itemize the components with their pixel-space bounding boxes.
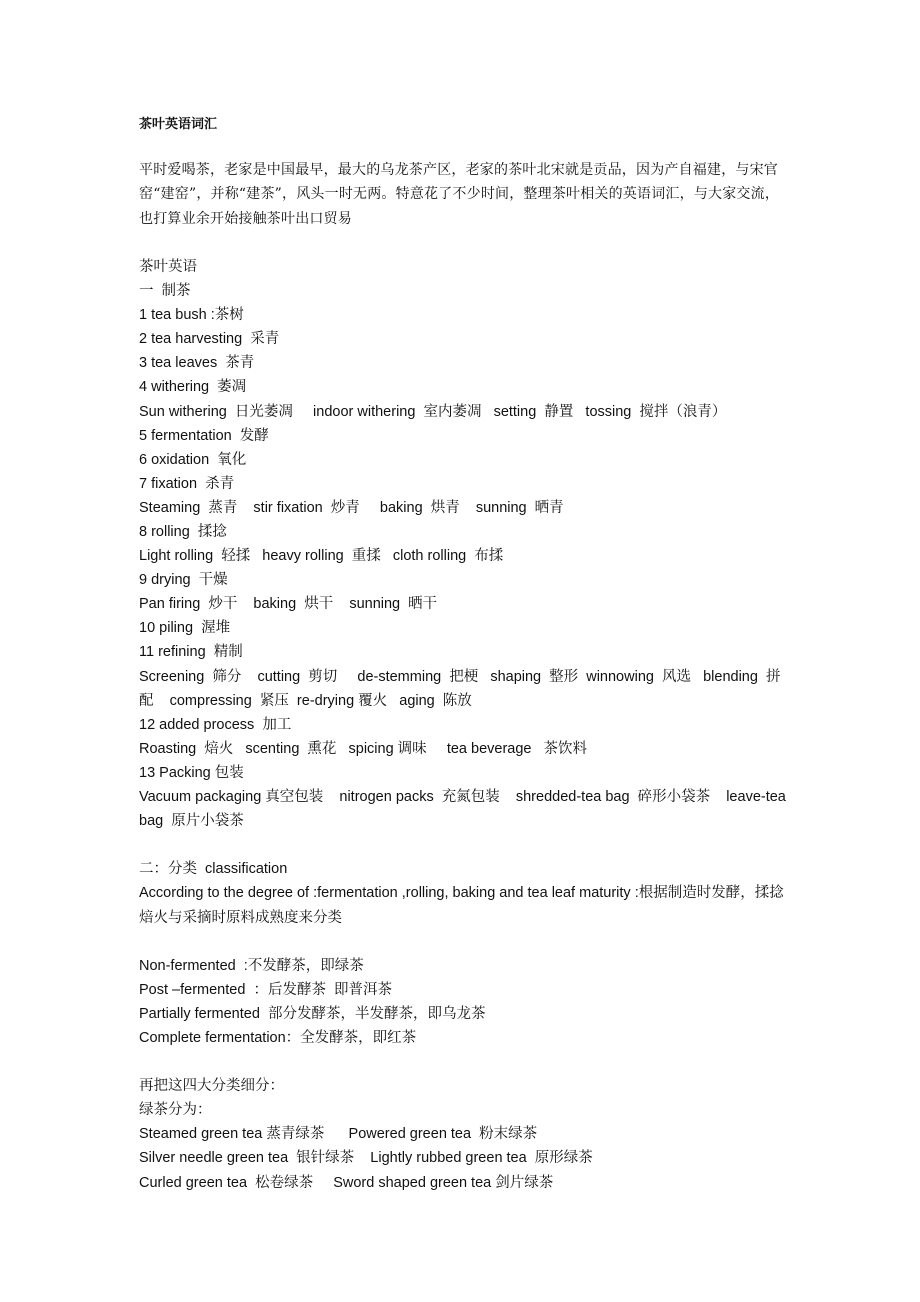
green-tea-line: Silver needle green tea 银针绿茶 Lightly rubbed green tea 原形绿茶 [139, 1150, 593, 1167]
section-heading: 二：分类 classification [139, 861, 288, 878]
vocab-line: 9 drying 干燥 [139, 572, 228, 589]
document-title: 茶叶英语词汇 [139, 116, 218, 131]
vocab-line: 11 refining 精制 [139, 644, 243, 661]
document-page [139, 112, 789, 1195]
vocab-line: Vacuum packaging 真空包装 nitrogen packs 充氮包装 shredded-tea bag 碎形小袋茶 leave-tea bag 原片小袋茶 [139, 789, 790, 830]
blank-line [139, 1050, 789, 1074]
section-heading: 茶叶英语 [139, 258, 197, 275]
vocab-line: 12 added process 加工 [139, 716, 292, 733]
vocab-line: 6 oxidation 氧化 [139, 451, 247, 468]
vocab-line: 13 Packing 包装 [139, 764, 244, 781]
vocab-line: Steaming 蒸青 stir fixation 炒青 baking 烘青 sunning 晒青 [139, 499, 564, 516]
category-line: Complete fermentation：全发酵茶，即红茶 [139, 1029, 417, 1046]
vocab-line: 3 tea leaves 茶青 [139, 355, 255, 372]
vocab-line: 4 withering 萎凋 [139, 379, 247, 396]
classification-criteria: According to the degree of :fermentation ,rolling, baking and tea leaf maturity :根据制造时发酵，揉捻焙火与采摘时原料成熟度来分类 [139, 885, 784, 926]
vocab-line: 2 tea harvesting 采青 [139, 331, 280, 348]
vocab-line: 5 fermentation 发酵 [139, 427, 269, 444]
blank-line [139, 231, 789, 255]
intro-paragraph: 平时爱喝茶，老家是中国最早，最大的乌龙茶产区，老家的茶叶北宋就是贡品，因为产自福建，与宋官窑“建窑”，并称“建茶”，风头一时无两。特意花了不少时间，整理茶叶相关的英语词汇，与大家交流，也打算业余开始接触茶叶出口贸易 [139, 162, 780, 227]
subdivide-intro: 再把这四大分类细分： [139, 1078, 284, 1095]
category-line: Post –fermented ：后发酵茶 即普洱茶 [139, 981, 393, 998]
category-line: Partially fermented 部分发酵茶，半发酵茶，即乌龙茶 [139, 1005, 486, 1022]
green-tea-line: Curled green tea 松卷绿茶 Sword shaped green tea 剑片绿茶 [139, 1174, 554, 1191]
blank-line [139, 833, 789, 857]
vocab-line: Light rolling 轻揉 heavy rolling 重揉 cloth rolling 布揉 [139, 548, 504, 565]
green-tea-heading: 绿茶分为： [139, 1102, 212, 1119]
blank-line [139, 930, 789, 954]
section-subheading: 一 制茶 [139, 283, 191, 300]
vocab-line: Sun withering 日光萎凋 indoor withering 室内萎凋 setting 静置 tossing 搅拌（浪青） [139, 403, 727, 420]
vocab-line: 10 piling 渥堆 [139, 620, 231, 637]
green-tea-line: Steamed green tea 蒸青绿茶 Powered green tea 粉末绿茶 [139, 1126, 538, 1143]
vocab-line: 8 rolling 揉捻 [139, 524, 227, 541]
vocab-line: 1 tea bush :茶树 [139, 307, 244, 324]
vocab-line: Pan firing 炒干 baking 烘干 sunning 晒干 [139, 596, 438, 613]
vocab-line: Screening 筛分 cutting 剪切 de-stemming 把梗 shaping 整形 winnowing 风选 blending 拼配 compressing 紧压 re-drying 覆火 aging 陈放 [139, 668, 781, 709]
category-line: Non-fermented :不发酵茶，即绿茶 [139, 957, 364, 974]
vocab-line: Roasting 焙火 scenting 熏花 spicing 调味 tea beverage 茶饮料 [139, 740, 588, 757]
vocab-line: 7 fixation 杀青 [139, 475, 235, 492]
